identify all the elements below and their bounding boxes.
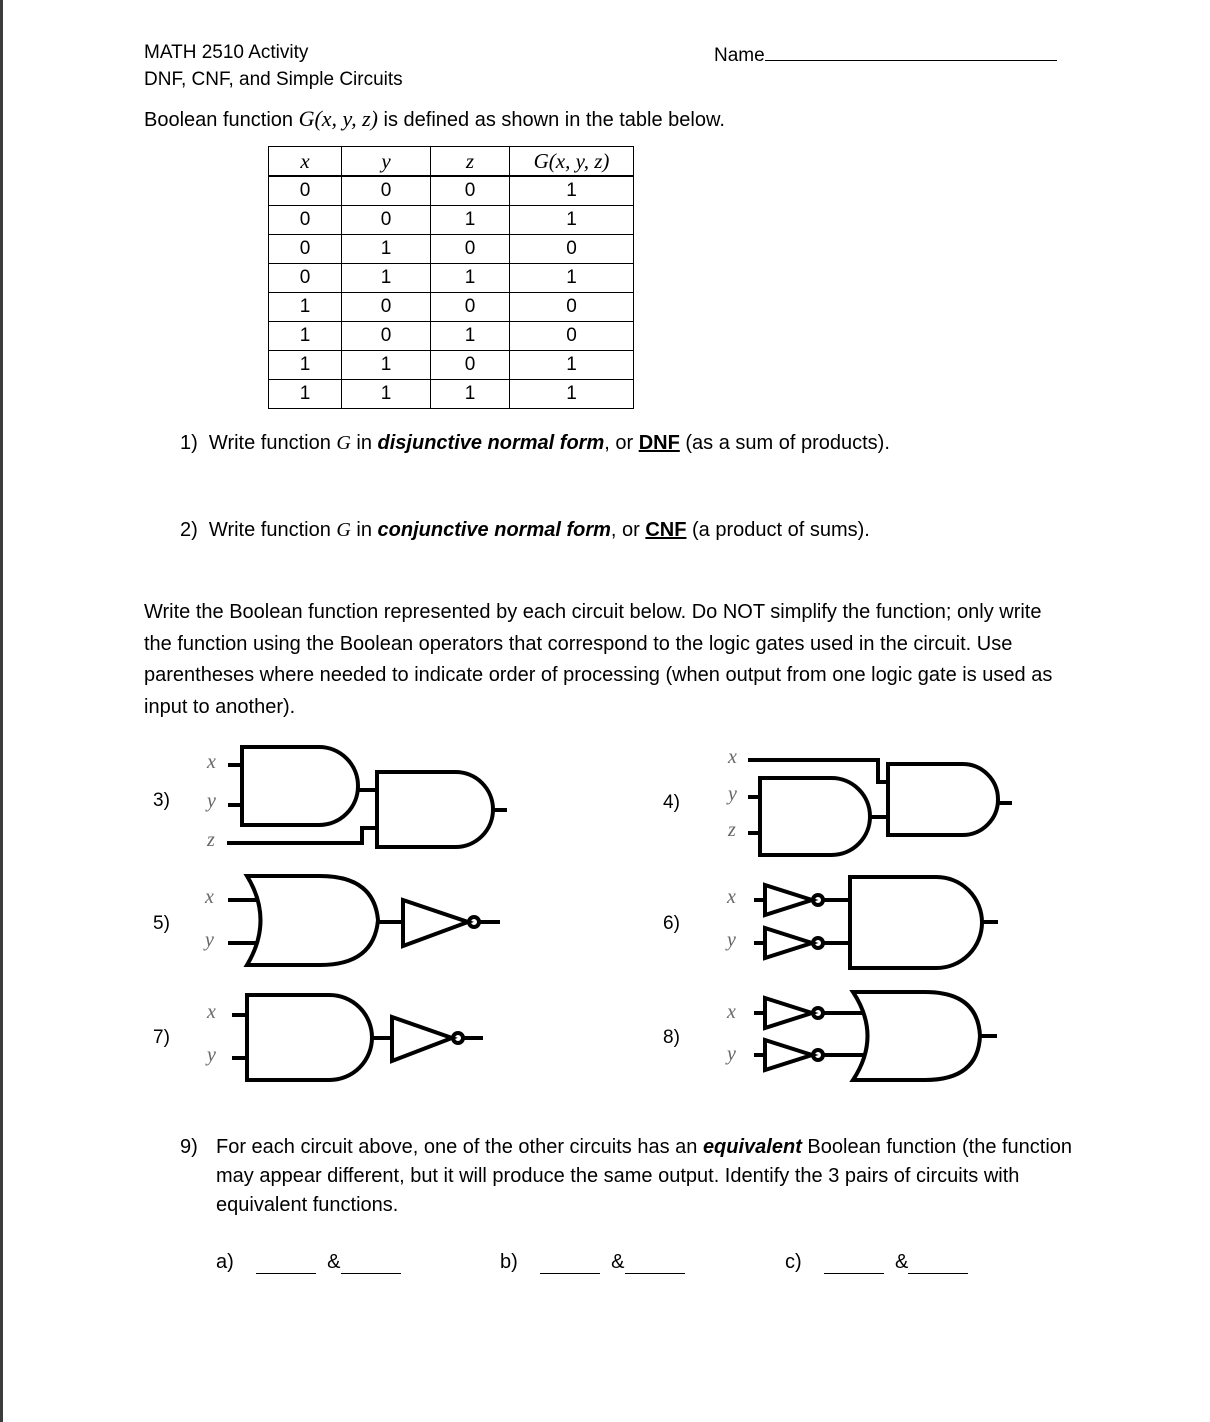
table-cell: 0 (342, 293, 431, 322)
not-gate (765, 928, 812, 958)
circuit-3 (227, 747, 507, 847)
pair-a-blank-1[interactable] (256, 1251, 316, 1274)
table-cell: 0 (431, 351, 510, 380)
table-cell: 0 (342, 322, 431, 351)
c4-input-x: x (728, 746, 737, 768)
table-cell: 0 (510, 235, 634, 264)
c6-input-x: x (727, 886, 736, 908)
c8-input-x: x (727, 1001, 736, 1023)
pair-b-blank-2[interactable] (625, 1251, 685, 1274)
circuit-6 (754, 877, 998, 968)
c8-input-y: y (727, 1043, 736, 1065)
circuit-4 (748, 760, 1012, 855)
circuit-6-number: 6) (663, 913, 680, 934)
pair-a-blank-2[interactable] (341, 1251, 401, 1274)
col-header-z: z (431, 147, 510, 177)
pair-b-blank-1[interactable] (540, 1251, 600, 1274)
table-cell: 1 (431, 264, 510, 293)
circuit-7 (232, 995, 483, 1080)
question-1: 1) Write function G in disjunctive normal form, or DNF (as a sum of products). (180, 432, 890, 454)
table-cell: 0 (342, 176, 431, 206)
c3-input-y: y (207, 790, 216, 812)
table-cell: 1 (342, 351, 431, 380)
and-gate (850, 877, 982, 968)
table-cell: 0 (431, 293, 510, 322)
c7-input-x: x (207, 1001, 216, 1023)
question-2: 2) Write function G in conjunctive normal form, or CNF (a product of sums). (180, 519, 870, 541)
table-cell: 1 (269, 351, 342, 380)
c3-input-z: z (207, 829, 215, 851)
col-header-x: x (269, 147, 342, 177)
and-gate (242, 747, 358, 825)
not-gate (392, 1017, 452, 1061)
question-9: 9) For each circuit above, one of the other circuits has an equivalent Boolean function (the function may appear different, but it will produce the same output. Identify the 3 pairs of circuits with equivalent functions. (180, 1136, 1073, 1216)
or-gate (247, 876, 378, 965)
circuit-7-number: 7) (153, 1027, 170, 1048)
table-cell: 0 (342, 206, 431, 235)
table-cell: 0 (431, 176, 510, 206)
circuit-instructions: Write the Boolean function represented by each circuit below. Do NOT simplify the function; only write the function using the Boolean operators that correspond to the logic gates used in the circuit. Use parentheses where needed to indicate order of processing (when output from one logic gate is used as input to another). (144, 601, 1053, 718)
and-gate (377, 772, 493, 847)
pair-c-blank-1[interactable] (824, 1251, 884, 1274)
intro-text: Boolean function G(x, y, z) is defined as shown in the table below. (144, 106, 725, 131)
not-gate (403, 900, 468, 946)
c4-input-y: y (728, 783, 737, 805)
table-cell: 0 (269, 206, 342, 235)
table-cell: 0 (269, 235, 342, 264)
table-cell: 1 (269, 293, 342, 322)
pair-c: c) & (785, 1251, 968, 1274)
c7-input-y: y (207, 1044, 216, 1066)
not-bubble (453, 1033, 463, 1043)
table-cell: 1 (342, 235, 431, 264)
table-cell: 1 (342, 264, 431, 293)
activity-subtitle: DNF, CNF, and Simple Circuits (144, 69, 403, 90)
wire (748, 760, 1012, 833)
pair-a: a) & (216, 1251, 401, 1274)
or-gate (853, 992, 980, 1080)
table-cell: 1 (269, 380, 342, 409)
c3-input-x: x (207, 751, 216, 773)
and-gate (760, 778, 870, 855)
table-cell: 1 (431, 380, 510, 409)
table-cell: 1 (510, 206, 634, 235)
course-title: MATH 2510 Activity (144, 42, 309, 63)
circuit-5 (228, 876, 500, 965)
wire (228, 900, 500, 943)
c4-input-z: z (728, 819, 736, 841)
table-cell: 0 (510, 293, 634, 322)
pair-c-blank-2[interactable] (908, 1251, 968, 1274)
table-cell: 1 (510, 264, 634, 293)
name-label: Name (714, 45, 765, 66)
not-bubble (469, 917, 479, 927)
circuit-5-number: 5) (153, 913, 170, 934)
circuit-4-number: 4) (663, 792, 680, 813)
not-gate (765, 885, 812, 915)
table-cell: 1 (510, 351, 634, 380)
not-gate (765, 1040, 812, 1070)
circuit-8-number: 8) (663, 1027, 680, 1048)
table-cell: 1 (342, 380, 431, 409)
wire (227, 765, 507, 843)
pair-b: b) & (500, 1251, 685, 1274)
c6-input-y: y (727, 929, 736, 951)
circuit-3-number: 3) (153, 790, 170, 811)
table-cell: 1 (269, 322, 342, 351)
table-cell: 1 (510, 380, 634, 409)
not-gate (765, 998, 812, 1028)
table-cell: 0 (269, 176, 342, 206)
and-gate (247, 995, 372, 1080)
table-cell: 0 (269, 264, 342, 293)
col-header-g: G(x, y, z) (510, 147, 634, 177)
circuit-8 (754, 992, 997, 1080)
c5-input-x: x (205, 886, 214, 908)
table-cell: 0 (510, 322, 634, 351)
and-gate (888, 764, 998, 835)
table-cell: 0 (431, 235, 510, 264)
col-header-y: y (342, 147, 431, 177)
table-cell: 1 (431, 322, 510, 351)
table-cell: 1 (510, 176, 634, 206)
c5-input-y: y (205, 929, 214, 951)
table-cell: 1 (431, 206, 510, 235)
